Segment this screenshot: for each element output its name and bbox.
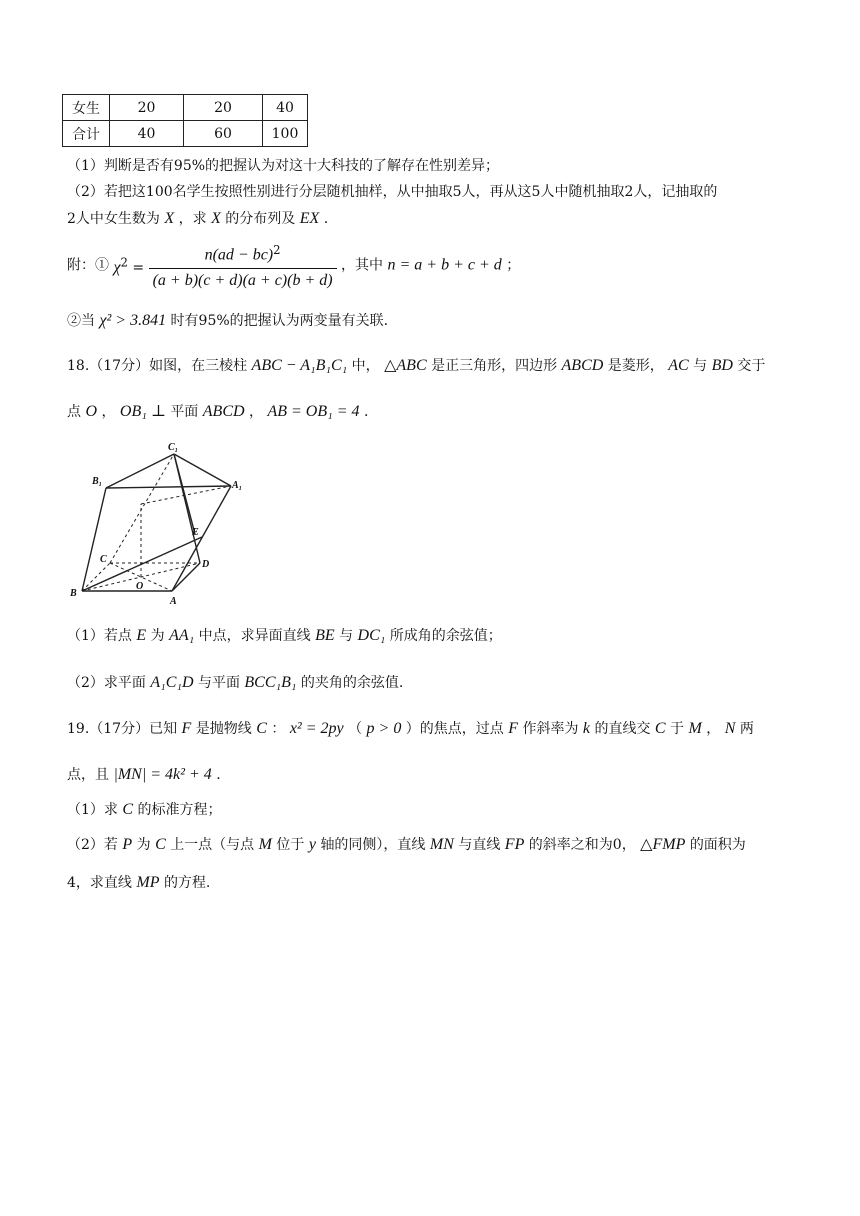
q19-part2-line2	[67, 873, 210, 893]
text: ；	[506, 257, 521, 274]
text: 位于	[276, 837, 305, 853]
math: x² = 2py	[289, 720, 344, 737]
text: 与直线	[458, 837, 501, 853]
q19-stem-line1	[67, 719, 754, 739]
text: （2）若	[67, 837, 118, 853]
text: ，其中	[341, 257, 384, 274]
chi-symbol: χ	[113, 259, 121, 277]
prism-figure	[66, 438, 256, 610]
math: MP	[136, 874, 160, 891]
math: A₁C₁D	[150, 674, 194, 691]
table-cell: 20	[110, 95, 184, 121]
edge-aa1	[172, 486, 231, 591]
math: E	[136, 627, 147, 644]
edge-b1c1	[106, 454, 174, 488]
math: F	[508, 720, 518, 737]
table-row	[63, 121, 308, 147]
math: △FMP	[640, 836, 686, 853]
appendix-note2	[67, 311, 388, 331]
q17-part2-line2	[67, 209, 328, 229]
math: p > 0	[366, 720, 402, 737]
text: 中，	[351, 358, 380, 374]
text: ，	[101, 404, 116, 420]
table-cell: 40	[110, 121, 184, 147]
q18-part1	[67, 626, 502, 646]
appendix-formula: 附：① $\chi^2$ = $\frac{n(ad - bc)^2}{(a + b)(c + d)(a + c)(b + d)}$ ，其中 n = a + b + c + d ；	[67, 240, 520, 291]
math: C	[654, 720, 666, 737]
math: △ABC	[384, 357, 427, 374]
text: 两	[739, 721, 754, 737]
q18-part2	[67, 673, 403, 693]
table-cell: 20	[184, 95, 263, 121]
text: 2人中女生数为	[67, 211, 160, 227]
text: 的标准方程；	[137, 802, 222, 818]
text: （1）求	[67, 802, 118, 818]
table-cell: 60	[184, 121, 263, 147]
text: 与平面	[197, 675, 240, 691]
text: ，	[706, 721, 721, 737]
segment-c1e	[174, 454, 195, 534]
text: 的夹角的余弦值.	[300, 675, 404, 691]
text: 与	[693, 358, 708, 374]
text: 点，且	[67, 767, 109, 783]
text: 平面	[170, 404, 199, 420]
label-b: B	[70, 588, 77, 599]
math: BE	[315, 627, 335, 644]
n-definition: n = a + b + c + d	[387, 256, 502, 274]
text: ，	[249, 404, 263, 420]
text: 的直线交	[594, 721, 651, 737]
variable: EX	[299, 210, 320, 227]
label-b1: B₁	[92, 476, 103, 487]
text: 上一点（与点	[170, 837, 255, 853]
math: M	[258, 836, 272, 853]
text: .	[323, 211, 329, 227]
q17-part2-line1: （2）若把这100名学生按照性别进行分层随机抽样，从中抽取5人，再从这5人中随机抽取2人，记抽取的	[67, 184, 718, 200]
q19-part2-line1	[67, 835, 746, 855]
math: y	[308, 836, 316, 853]
text: 时有95%的把握认为两变量有关联.	[170, 313, 389, 329]
text: ：	[271, 721, 286, 737]
edge-bc-hidden	[82, 563, 110, 591]
q18-stem-line2	[67, 402, 368, 422]
math: MN	[429, 836, 454, 853]
text: .	[216, 767, 221, 783]
text: 是正三角形，四边形	[431, 358, 558, 374]
gender-table	[62, 94, 308, 147]
text: 的方程.	[163, 875, 211, 891]
text: ，求	[178, 211, 207, 227]
text: 中点，求异面直线	[198, 628, 311, 644]
math: M	[688, 720, 702, 737]
text: （1）若点	[67, 628, 132, 644]
math: BCC₁B₁	[244, 674, 297, 691]
label-c: C	[100, 554, 107, 565]
text: 作斜率为	[522, 721, 579, 737]
math: N	[724, 720, 736, 737]
chi-square-fraction: $\frac{n(ad - bc)^2}{(a + b)(c + d)(a + c)(b + d)}$	[149, 240, 337, 291]
text: 是菱形，	[607, 358, 664, 374]
math: DC₁	[357, 627, 386, 644]
table-cell: 40	[263, 95, 308, 121]
q18-stem-line1	[67, 356, 765, 376]
math: ABCD	[202, 403, 245, 420]
text: 为	[150, 628, 165, 644]
math: k	[582, 720, 591, 737]
table-cell: 合计	[63, 121, 110, 147]
math: C	[256, 720, 267, 737]
text: 的面积为	[689, 837, 746, 853]
math: ABC − A₁B₁C₁	[251, 357, 348, 374]
appendix-label: 附：①	[67, 257, 109, 274]
label-e: E	[192, 527, 199, 538]
text: 所成角的余弦值；	[389, 628, 502, 644]
math: ABCD	[561, 357, 604, 374]
math: O	[85, 403, 98, 420]
q19-part1	[67, 800, 222, 820]
label-a: A	[170, 596, 177, 607]
variable: X	[211, 210, 221, 227]
edge-c1a1	[174, 454, 231, 486]
text: （	[348, 721, 363, 737]
math: FP	[504, 836, 525, 853]
label-o: O	[136, 581, 144, 592]
text: 交于	[737, 358, 766, 374]
text: 的分布列及	[225, 211, 296, 227]
text: 与	[339, 628, 354, 644]
variable: X	[164, 210, 175, 227]
text: 于	[670, 721, 685, 737]
edge-bb1	[82, 488, 106, 591]
math: C	[155, 836, 166, 853]
text: 为	[136, 837, 151, 853]
table-cell: 100	[263, 121, 308, 147]
math: C	[122, 801, 134, 818]
label-a1: A₁	[232, 480, 243, 491]
math: BD	[711, 357, 733, 374]
text: 轴的同侧），直线	[320, 837, 426, 853]
formula-denominator: (a + b)(c + d)(a + c)(b + d)	[152, 271, 333, 289]
text: 18.（17分）如图，在三棱柱	[67, 358, 248, 374]
text: 4，求直线	[67, 875, 132, 891]
text: 19.（17分）已知	[67, 721, 178, 737]
label-d: D	[202, 559, 210, 570]
text: （2）求平面	[67, 675, 146, 691]
text: 是抛物线	[195, 721, 252, 737]
math: AC	[668, 357, 689, 374]
math: AB = OB₁ = 4	[267, 403, 360, 420]
label-c1: C₁	[168, 442, 179, 453]
math: AA₁	[169, 627, 195, 644]
formula-numerator: n(ad − bc)	[204, 246, 274, 264]
math: OB₁ ⊥	[119, 403, 166, 420]
text: 点	[67, 404, 81, 420]
q17-part1: （1）判断是否有95%的把握认为对这十大科技的了解存在性别差异；	[67, 158, 500, 174]
q19-stem-line2	[67, 765, 221, 785]
table-row	[63, 95, 308, 121]
text: .	[363, 404, 369, 420]
math: P	[122, 836, 133, 853]
chi-condition: χ² > 3.841	[99, 312, 167, 329]
text: 的斜率之和为0，	[528, 837, 636, 853]
math: F	[181, 720, 192, 737]
text: ）的焦点，过点	[405, 721, 504, 737]
table-cell: 女生	[63, 95, 110, 121]
math: |MN| = 4k² + 4	[113, 766, 212, 783]
text: ②当	[67, 313, 95, 329]
edge-b1a1	[106, 486, 231, 488]
